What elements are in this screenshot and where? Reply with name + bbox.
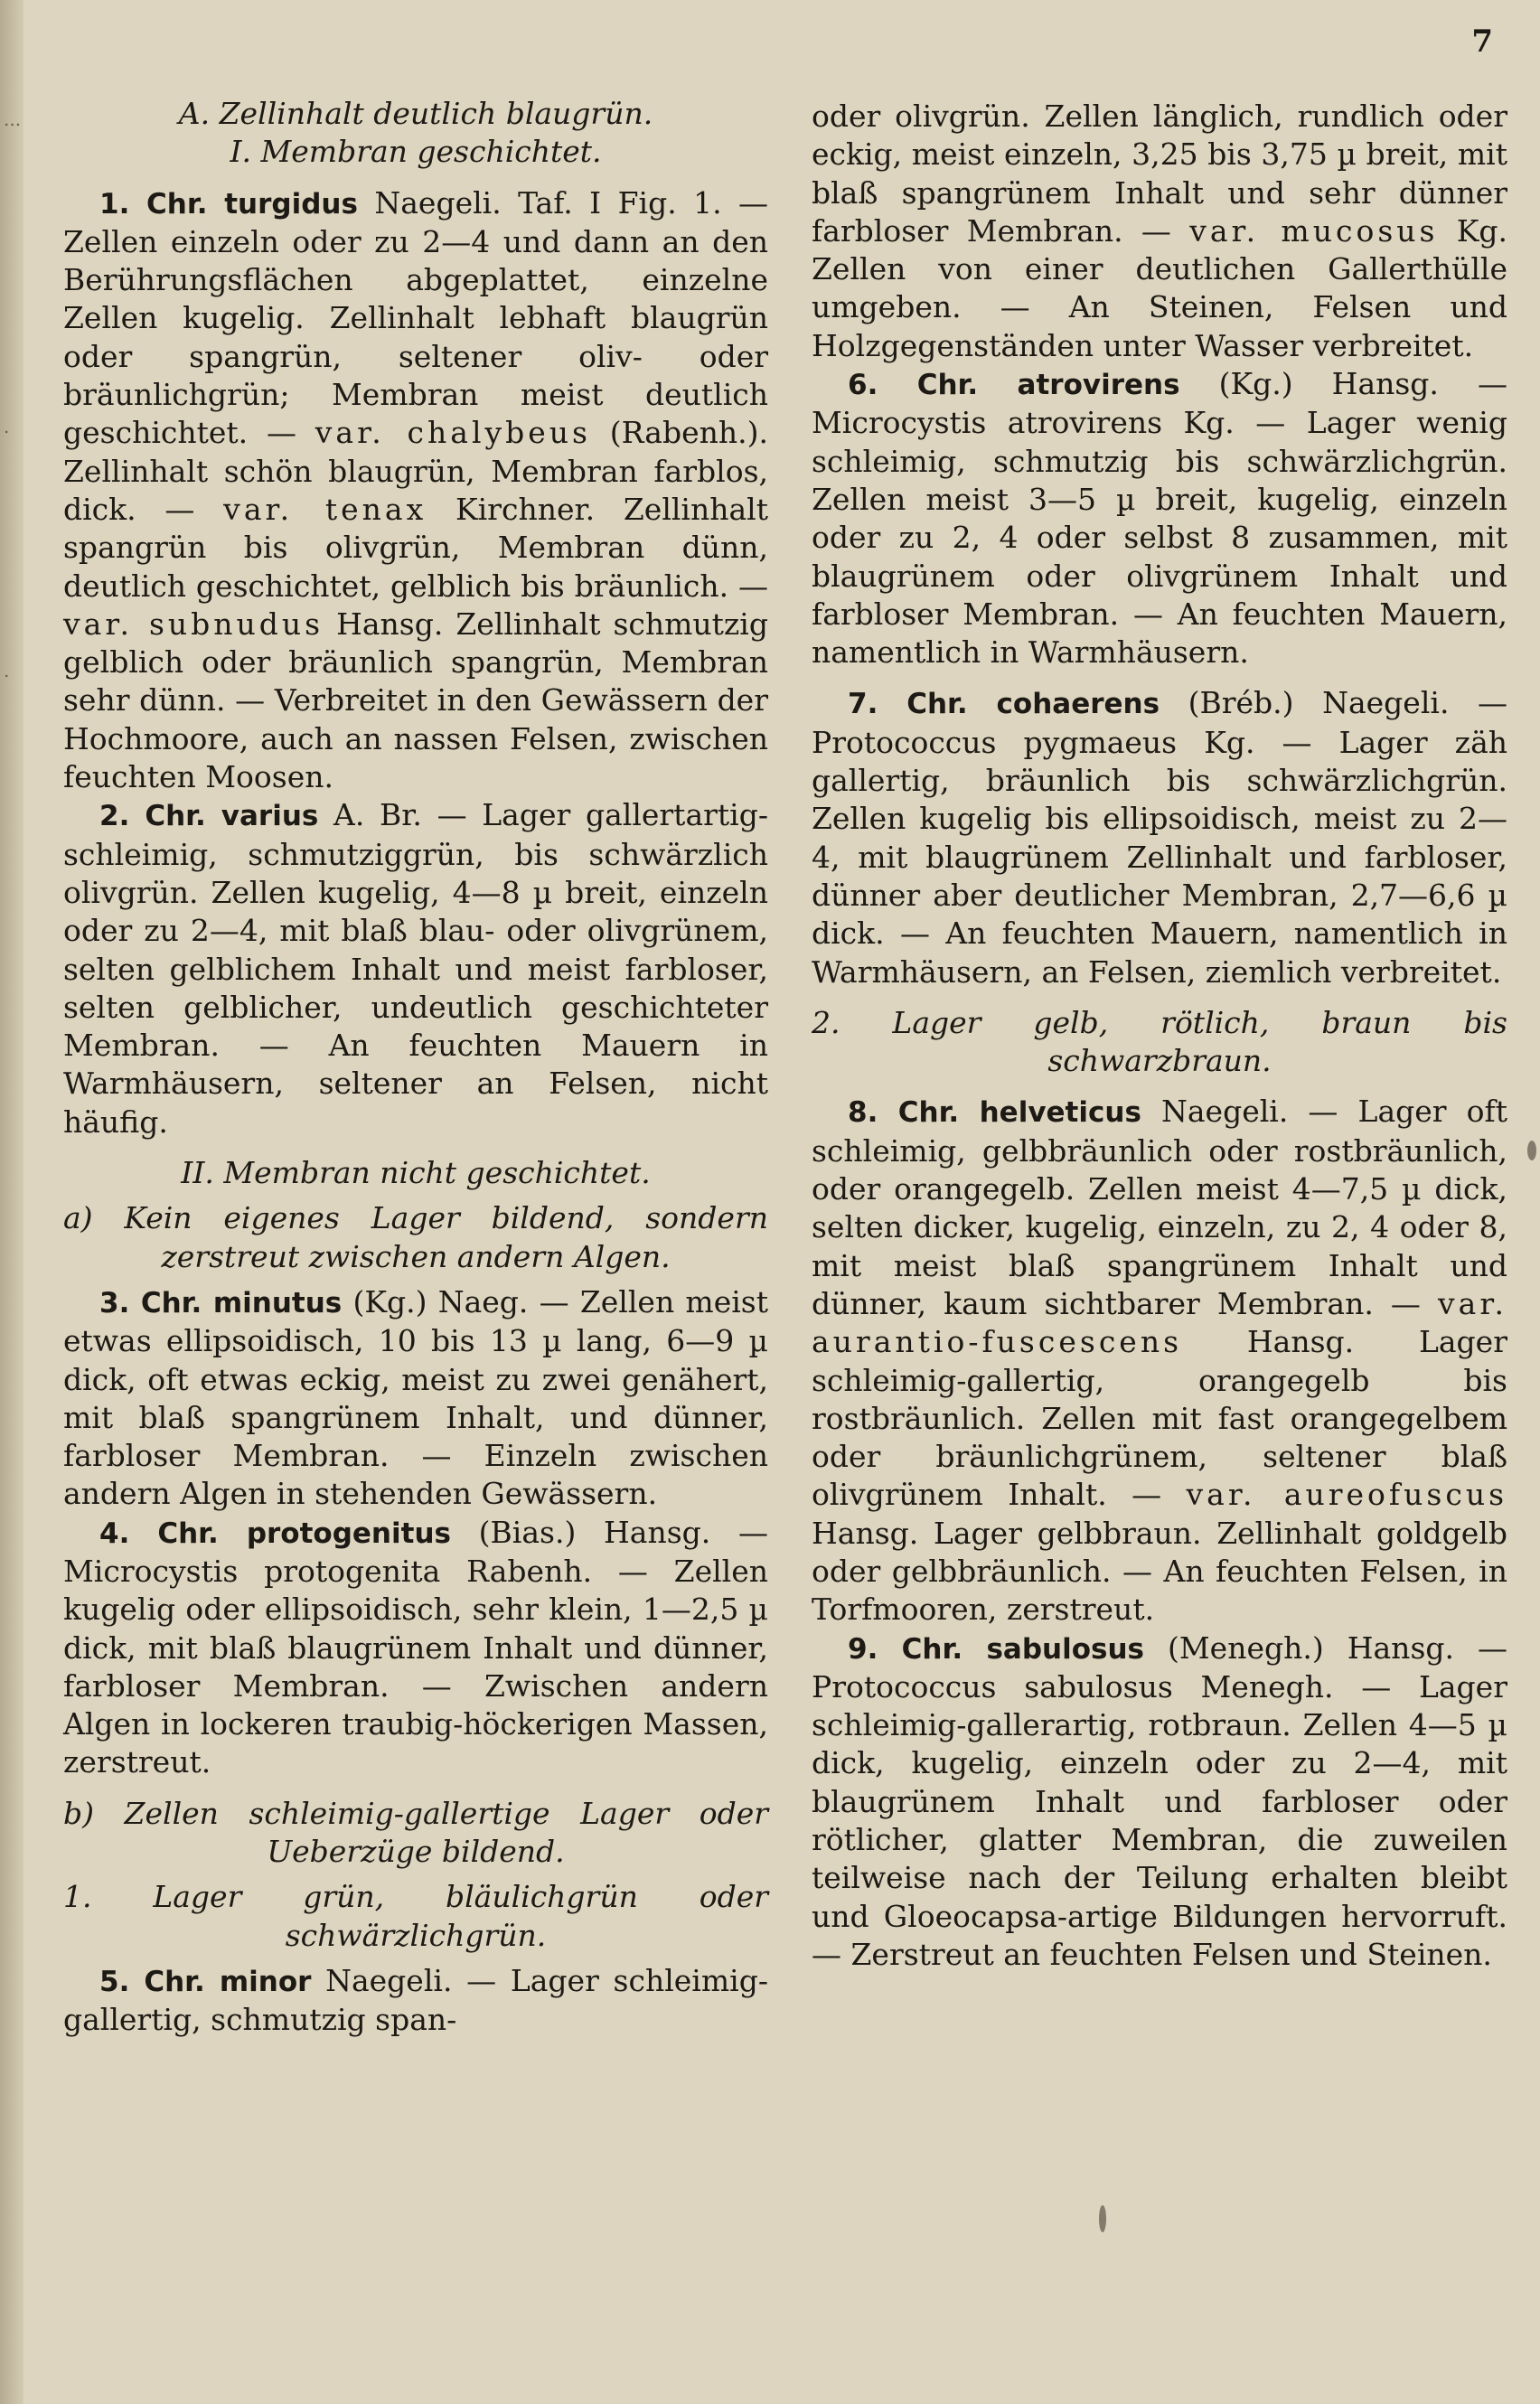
section-heading: A. Zellinhalt deutlich blaugrün.: [178, 96, 653, 131]
species-name: 6. Chr. atrovirens: [848, 369, 1180, 402]
species-entry-5: 5. Chr. minor Naegeli. — Lager schleimig-gallertig, schmutzig span-: [63, 1962, 768, 2038]
species-entry-9: 9. Chr. sabulosus (Menegh.) Hansg. — Protococcus sabulosus Menegh. — Lager schleimig-gallerartig, rotbraun. Zellen 4—5 µ dick, kugelig, einzeln oder zu 2—4, mit blaugrünem Inhalt und farbloser oder rötlicher, glatter Membran, die zuweilen teilweise nach der Teilung erhalten bleibt und Gloeocapsa-artige Bildungen hervorruft. — Zerstreut an feuchten Felsen und Steinen.: [812, 1629, 1508, 1972]
species-entry-8: 8. Chr. helveticus Naegeli. — Lager oft schleimig, gelbbräunlich oder rostbräunlich, oder orangegelb. Zellen meist 4—7,5 µ dick, selten dicker, kugelig, einzeln, zu 2, 4 oder 8, mit meist blaß spangrünem Inhalt und dünner, kaum sichtbarer Membran. — var. aurantio-fuscescens Hansg. Lager schleimig-gallertig, orangegelb bis rostbräunlich. Zellen mit fast orangegelbem oder bräunlichgrünem, seltener blaß olivgrünem Inhalt. — var. aureofuscus Hansg. Lager gelbbraun. Zellinhalt goldgelb oder gelbbräunlich. — An feuchten Felsen, in Torfmooren, zerstreut.: [812, 1094, 1508, 1628]
species-entry-7: 7. Chr. cohaerens (Bréb.) Naegeli. — Protococcus pygmaeus Kg. — Lager zäh gallertig, bräunlich bis schwärzlichgrün. Zellen kugelig bis ellipsoidisch, meist zu 2—4, mit blaugrünem Zellinhalt und farbloser, dünner aber deutlicher Membran, 2,7—6,6 µ dick. — An feuchten Mauern, namentlich in Warmhäusern, an Felsen, ziemlich verbreitet.: [812, 685, 1507, 990]
binding-gutter: ... . .: [0, 0, 23, 2404]
species-name: 4. Chr. protogenitus: [99, 1517, 451, 1550]
species-name: 1. Chr. turgidus: [99, 187, 358, 221]
section-subheading: II. Membran nicht geschichtet.: [181, 1155, 651, 1191]
left-column: [63, 95, 768, 2040]
species-name: 3. Chr. minutus: [99, 1286, 343, 1319]
section-subheading: a) Kein eigenes Lager bildend, sondern zerstreut zwischen andern Algen.: [63, 1200, 768, 1274]
print-smudge: [1099, 2205, 1106, 2232]
page-number: 7: [1471, 23, 1493, 60]
variety-name: var. mucosus: [1189, 212, 1439, 249]
species-entry-3: 3. Chr. minutus (Kg.) Naeg. — Zellen meist etwas ellipsoidisch, 10 bis 13 µ lang, 6—9 µ dick, oft etwas eckig, meist zu zwei genähert, mit blaß spangrünem Inhalt, und dünner, farbloser Membran. — Einzeln zwischen andern Algen in stehenden Gewässern.: [63, 1283, 768, 1512]
section-subheading: I. Membran geschichtet.: [230, 134, 602, 170]
species-entry-5-continued: oder olivgrün. Zellen länglich, rundlich oder eckig, meist einzeln, 3,25 bis 3,75 µ breit, mit blaß spangrünem Inhalt und sehr dünner farbloser Membran. — var. mucosus Kg. Zellen von einer deutlichen Gallerthülle umgeben. — An Steinen, Felsen und Holzgegenständen unter Wasser verbreitet.: [812, 99, 1507, 363]
variety-name: var. aurantio-fuscescens: [812, 1285, 1507, 1360]
species-name: 2. Chr. varius: [99, 800, 319, 833]
section-subheading: b) Zellen schleimig-gallertige Lager oder Ueberzüge bildend.: [63, 1795, 768, 1870]
print-smudge: [1527, 1141, 1536, 1160]
species-name: 9. Chr. sabulosus: [848, 1632, 1144, 1666]
variety-name: var. subnudus: [63, 606, 324, 642]
species-name: 5. Chr. minor: [99, 1965, 312, 1998]
section-subheading: 1. Lager grün, bläulichgrün oder schwärzlichgrün.: [63, 1879, 768, 1953]
variety-name: var. chalybeus: [315, 415, 591, 451]
species-entry-1: 1. Chr. turgidus Naegeli. Taf. I Fig. 1. — Zellen einzeln oder zu 2—4 und dann an den Berührungsflächen abgeplattet, einzelne Zellen kugelig. Zellinhalt lebhaft blaugrün oder spangrün, seltener oliv- oder bräunlichgrün; Membran meist deutlich geschichtet. — var. chalybeus (Rabenh.). Zellinhalt schön blaugrün, Membran farblos, dick. — var. tenax Kirchner. Zellinhalt spangrün bis olivgrün, Membran dünn, deutlich geschichtet, gelblich bis bräunlich. — var. subnudus Hansg. Zellinhalt schmutzig gelblich oder bräunlich spangrün, Membran sehr dünn. — Verbreitet in den Gewässern der Hochmoore, auch an nassen Felsen, zwischen feuchten Moosen.: [63, 184, 768, 795]
variety-name: var. aureofuscus: [1186, 1477, 1508, 1513]
section-subheading: 2. Lager gelb, rötlich, braun bis schwarzbraun.: [812, 1004, 1507, 1079]
species-entry-4: 4. Chr. protogenitus (Bias.) Hansg. — Microcystis protogenita Rabenh. — Zellen kugelig oder ellipsoidisch, sehr klein, 1—2,5 µ dick, mit blaß blaugrünem Inhalt und dünner, farbloser Membran. — Zwischen andern Algen in lockeren traubig-höckerigen Massen, zerstreut.: [63, 1514, 768, 1780]
species-entry-2: 2. Chr. varius A. Br. — Lager gallertartig-schleimig, schmutziggrün, bis schwärzlich olivgrün. Zellen kugelig, 4—8 µ breit, einzeln oder zu 2—4, mit blaß blau- oder olivgrünem, selten gelblichem Inhalt und meist farbloser, selten gelblicher, undeutlich geschichteter Membran. — An feuchten Mauern in Warmhäusern, seltener an Felsen, nicht häufig.: [63, 797, 768, 1140]
species-name: 8. Chr. helveticus: [848, 1096, 1141, 1130]
variety-name: var. tenax: [223, 491, 427, 527]
right-column: [812, 98, 1507, 1974]
species-entry-6: 6. Chr. atrovirens (Kg.) Hansg. — Microcystis atrovirens Kg. — Lager wenig schleimig, schmutzig bis schwärzlichgrün. Zellen meist 3—5 µ breit, kugelig, einzeln oder zu 2, 4 oder selbst 8 zusammen, mit blaugrünem oder olivgrünem Inhalt und farbloser Membran. — An feuchten Mauern, namentlich in Warmhäusern.: [812, 366, 1507, 671]
species-name: 7. Chr. cohaerens: [848, 688, 1160, 721]
